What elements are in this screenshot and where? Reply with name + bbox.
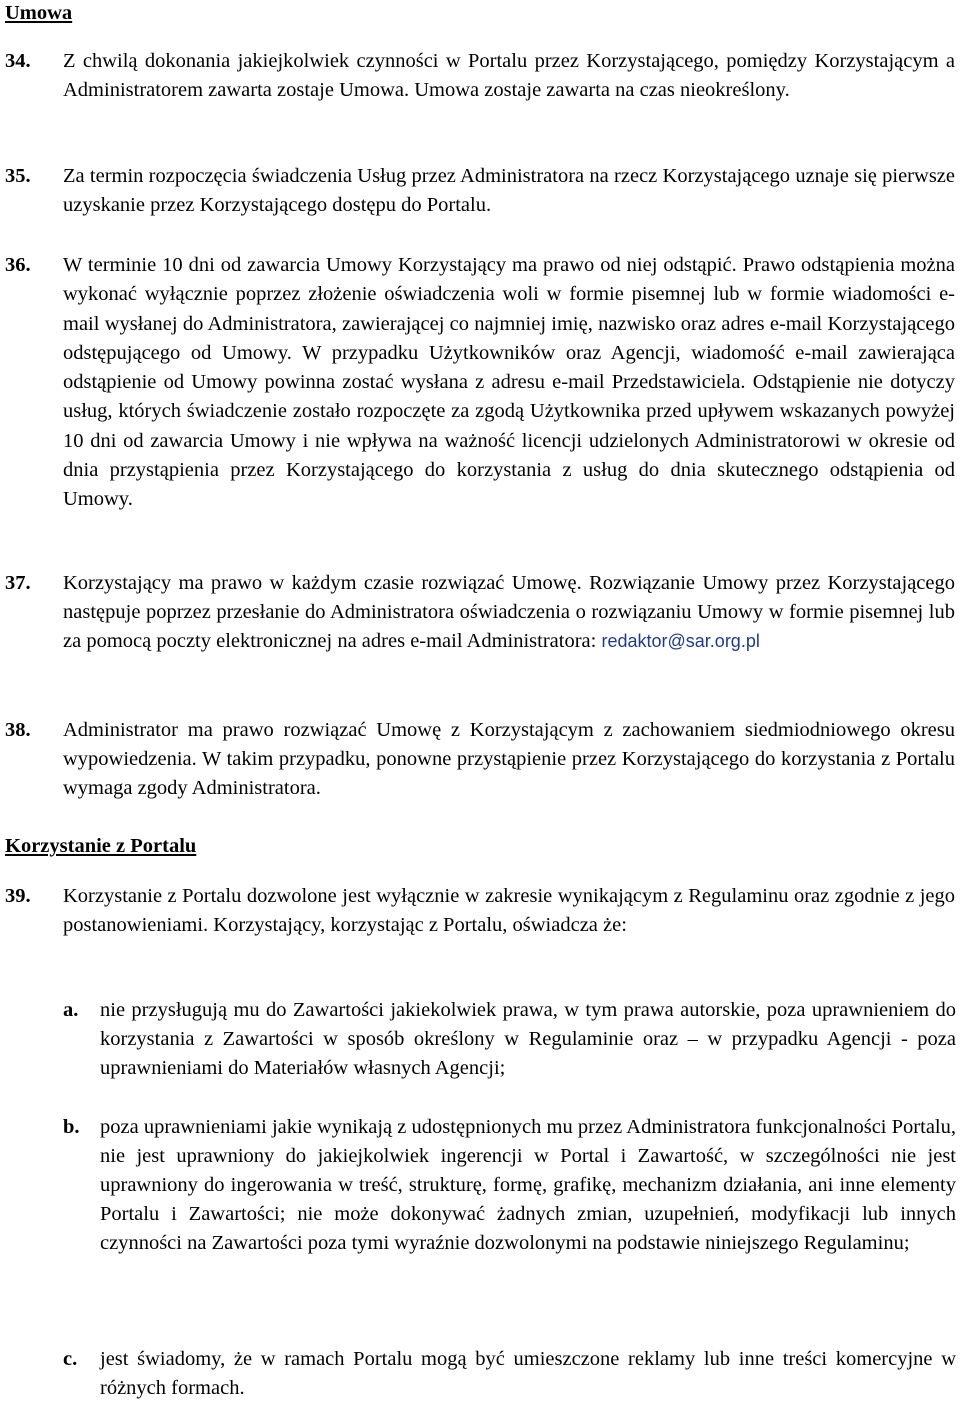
paragraph-number-35: 35. bbox=[5, 165, 31, 187]
section-heading-korzystanie: Korzystanie z Portalu bbox=[5, 835, 197, 857]
paragraph-number-37: 37. bbox=[5, 572, 31, 594]
subitem-letter-c: c. bbox=[63, 1348, 78, 1370]
subitem-c-text: jest świadomy, że w ramach Portalu mogą być umieszczone reklamy lub inne treści komercyjne w różnych formach. bbox=[100, 1348, 956, 1399]
paragraph-number-34: 34. bbox=[5, 50, 31, 72]
paragraph-38-text: Administrator ma prawo rozwiązać Umowę z Korzystającym z zachowaniem siedmiodniowego okresu wypowiedzenia. W takim przypadku, ponowne przystąpienie przez Korzystającego do korzystania z Portalu wymaga zgody Administratora. bbox=[63, 719, 955, 799]
paragraph-39-text: Korzystanie z Portalu dozwolone jest wyłącznie w zakresie wynikającym z Regulaminu oraz zgodnie z jego postanowieniami. Korzystający, korzystając z Portalu, oświadcza że: bbox=[63, 885, 955, 936]
paragraph-34-text: Z chwilą dokonania jakiejkolwiek czynności w Portalu przez Korzystającego, pomiędzy Korzystającym a Administratorem zawarta zostaje Umowa. Umowa zostaje zawarta na czas nieokreślony. bbox=[63, 50, 955, 101]
administrator-email-link[interactable]: redaktor@sar.org.pl bbox=[601, 631, 760, 651]
paragraph-number-38: 38. bbox=[5, 719, 31, 741]
subitem-letter-a: a. bbox=[63, 999, 79, 1021]
paragraph-37-text: Korzystający ma prawo w każdym czasie rozwiązać Umowę. Rozwiązanie Umowy przez Korzystającego następuje poprzez przesłanie do Administratora oświadczenia o rozwiązaniu Umowy w formie pisemnej lub za pomocą poczty elektronicznej na adres e-mail Administratora: bbox=[63, 572, 955, 652]
paragraph-number-39: 39. bbox=[5, 885, 31, 907]
subitem-letter-b: b. bbox=[63, 1116, 80, 1138]
paragraph-35-text: Za termin rozpoczęcia świadczenia Usług przez Administratora na rzecz Korzystającego uznaje się pierwsze uzyskanie przez Korzystającego dostępu do Portalu. bbox=[63, 165, 955, 216]
subitem-a-text: nie przysługują mu do Zawartości jakiekolwiek prawa, w tym prawa autorskie, poza uprawnieniem do korzystania z Zawartości w sposób określony w Regulaminie oraz – w przypadku Agencji - poza uprawnieniami do Materiałów własnych Agencji; bbox=[100, 999, 956, 1079]
paragraph-37 bbox=[63, 569, 955, 656]
paragraph-36-text: W terminie 10 dni od zawarcia Umowy Korzystający ma prawo od niej odstąpić. Prawo odstąpienia można wykonać wyłącznie poprzez złożenie oświadczenia woli w formie pisemnej lub w formie wiadomości e-mail wysłanej do Administratora, zawierającej co najmniej imię, nazwisko oraz adres e-mail Korzystającego odstępującego od Umowy. W przypadku Użytkowników oraz Agencji, wiadomość e-mail zawierająca odstąpienie od Umowy powinna zostać wysłana z adresu e-mail Przedstawiciela. Odstąpienie nie dotyczy usług, których świadczenie zostało rozpoczęte za zgodą Użytkownika przed upływem wskazanych powyżej 10 dni od zawarcia Umowy i nie wpływa na ważność licencji udzielonych Administratorowi w okresie od dnia przystąpienia przez Korzystającego do korzystania z usług do dnia skutecznego odstąpienia od Umowy. bbox=[63, 254, 955, 511]
paragraph-number-36: 36. bbox=[5, 254, 31, 276]
section-heading-umowa: Umowa bbox=[5, 2, 73, 24]
subitem-b-text: poza uprawnieniami jakie wynikają z udostępnionych mu przez Administratora funkcjonalności Portalu, nie jest uprawniony do jakiejkolwiek ingerencji w Portal i Zawartość, w szczególności nie jest uprawniony do ingerowania w treść, strukturę, formę, grafikę, mechanizm działania, ani inne elementy Portalu i Zawartości; nie może dokonywać żadnych zmian, uzupełnień, modyfikacji lub innych czynności na Zawartości poza tymi wyraźnie dozwolonymi na podstawie niniejszego Regulaminu; bbox=[100, 1116, 956, 1254]
